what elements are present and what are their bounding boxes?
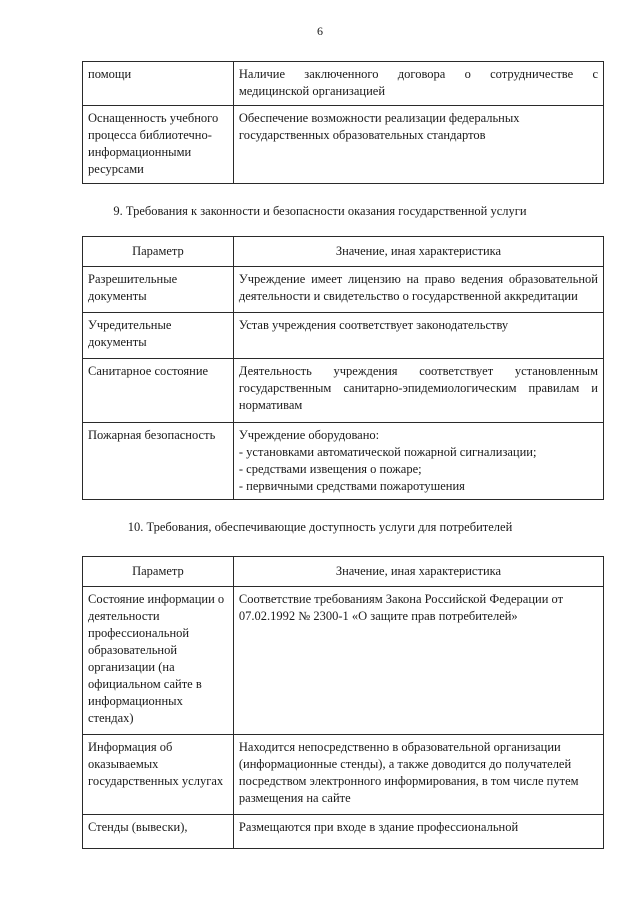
param-cell: Учредительные документы	[83, 313, 234, 359]
param-cell: Оснащенность учебного процесса библиотечно-информационными ресурсами	[83, 106, 234, 184]
value-cell: Соответствие требованиям Закона Российской Федерации от 07.02.1992 № 2300-1 «О защите прав потребителей»	[233, 587, 603, 735]
header-param: Параметр	[83, 557, 234, 587]
value-cell: Обеспечение возможности реализации федеральных государственных образовательных стандартов	[233, 106, 603, 184]
value-cell: Учреждение имеет лицензию на право ведения образовательной деятельности и свидетельство о государственной аккредитации	[233, 267, 603, 313]
table-row	[83, 62, 604, 106]
value-line: Учреждение оборудовано:	[238, 428, 380, 442]
table-row	[83, 359, 604, 423]
value-line: - первичными средствами пожаротушения	[238, 479, 465, 493]
value-cell: Размещаются при входе в здание профессиональной	[233, 815, 603, 849]
param-cell: Пожарная безопасность	[83, 423, 234, 500]
section-10-title: 10. Требования, обеспечивающие доступность услуги для потребителей	[127, 520, 513, 534]
value-line: медицинской организацией	[238, 84, 386, 98]
table-row	[83, 267, 604, 313]
table-row	[83, 423, 604, 500]
value-cell: Устав учреждения соответствует законодательству	[233, 313, 603, 359]
table-section-10	[82, 556, 604, 849]
table-row	[83, 106, 604, 184]
value-cell: Деятельность учреждения соответствует установленным государственным санитарно-эпидемиологическим правилам и нормативам	[233, 359, 603, 423]
param-cell: помощи	[83, 62, 234, 106]
table-header-row	[83, 557, 604, 587]
table-header-row	[83, 237, 604, 267]
param-cell: Состояние информации о деятельности профессиональной образовательной организации (на официальном сайте в информационных стендах)	[83, 587, 234, 735]
header-value: Значение, иная характеристика	[233, 557, 603, 587]
value-line: - средствами извещения о пожаре;	[238, 462, 422, 476]
value-cell	[233, 423, 603, 500]
table-row	[83, 313, 604, 359]
section-9-title: 9. Требования к законности и безопасности оказания государственной услуги	[113, 204, 527, 218]
param-cell: Санитарное состояние	[83, 359, 234, 423]
table-continuation	[82, 61, 604, 184]
value-cell: Находится непосредственно в образовательной организации (информационные стенды), а также доводится до получателей посредством электронного информирования, в том числе путем размещения на сайте	[233, 735, 603, 815]
header-param: Параметр	[83, 237, 234, 267]
table-row	[83, 735, 604, 815]
value-cell	[233, 62, 603, 106]
table-row	[83, 587, 604, 735]
param-cell: Разрешительные документы	[83, 267, 234, 313]
table-row	[83, 815, 604, 849]
table-section-9	[82, 236, 604, 500]
param-cell: Стенды (вывески),	[83, 815, 234, 849]
header-value: Значение, иная характеристика	[233, 237, 603, 267]
page-number: 6	[317, 24, 323, 38]
value-line: Наличие заключенного договора о сотрудничестве с	[238, 67, 598, 81]
value-line: - установками автоматической пожарной сигнализации;	[238, 445, 537, 459]
param-cell: Информация об оказываемых государственных услугах	[83, 735, 234, 815]
